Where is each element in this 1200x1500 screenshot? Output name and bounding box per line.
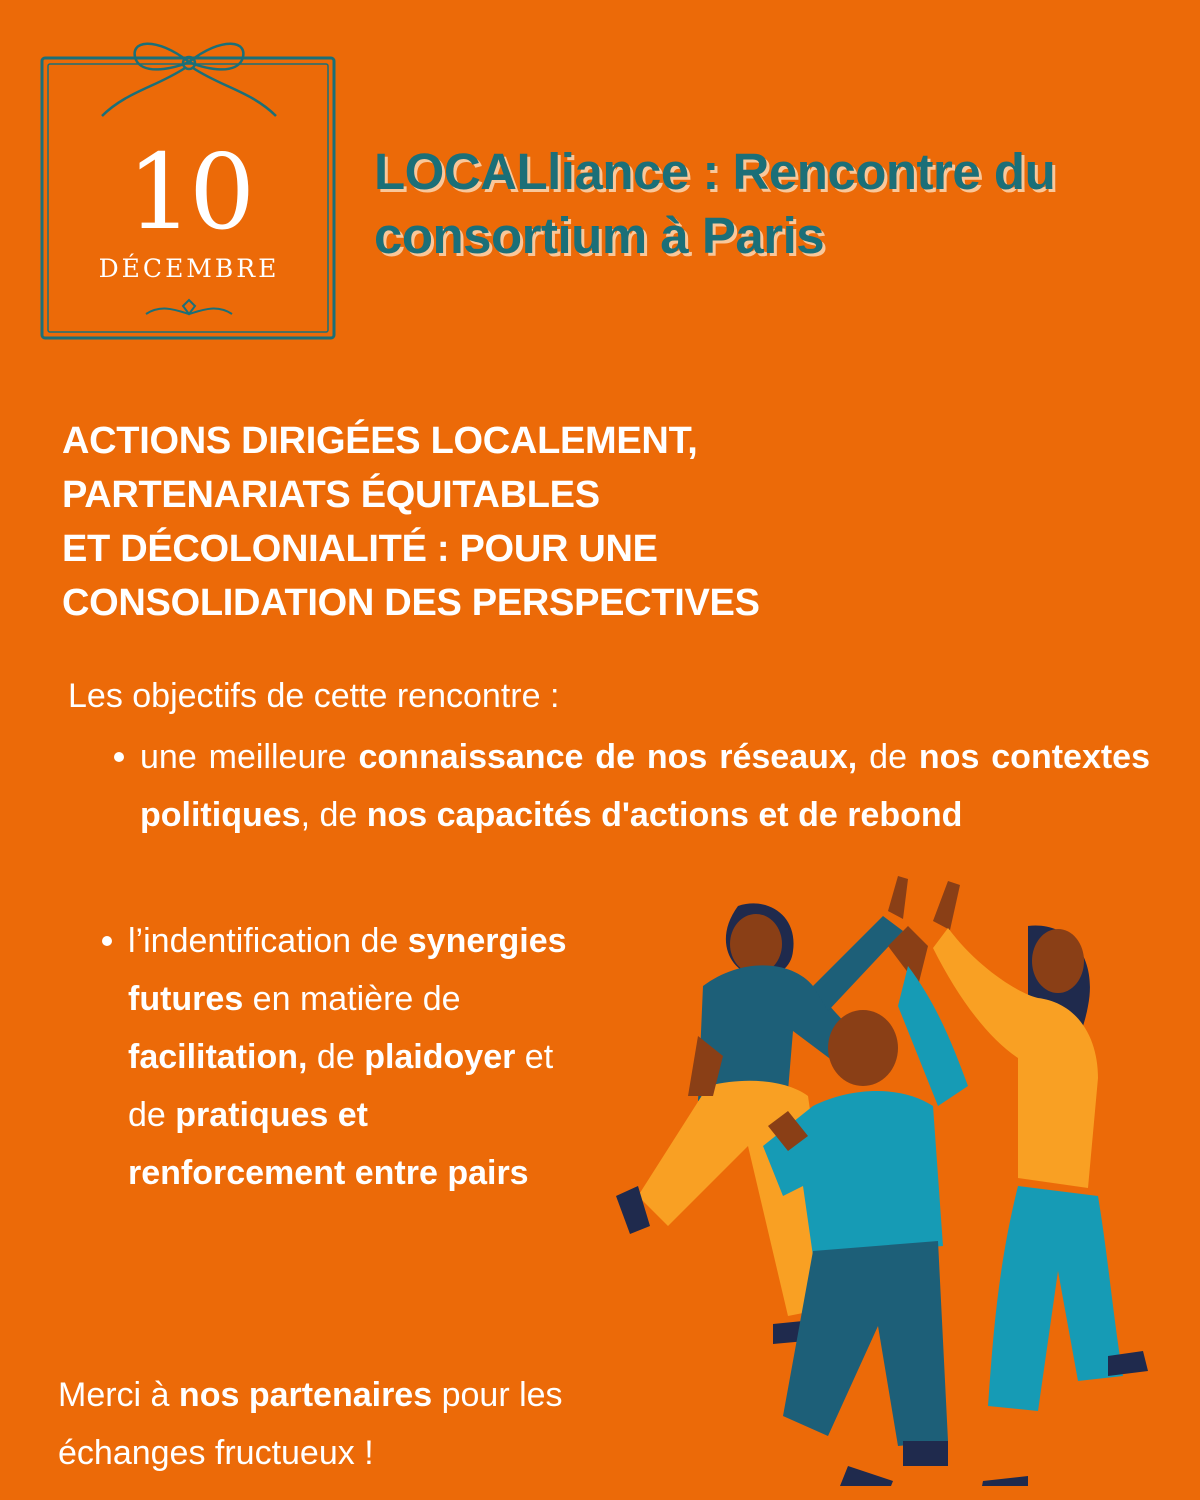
thanks-emphasis: nos partenaires [178, 1376, 433, 1414]
bullet-emphasis: nos contextes politiques [140, 738, 1150, 834]
date-day: 10 [126, 131, 252, 253]
bullet-text: en matière de [243, 980, 461, 1018]
bullet-text: l’indentification de [128, 922, 408, 960]
date-month: DÉCEMBRE [98, 254, 280, 283]
bullet-dot-icon [102, 936, 112, 946]
bullet-item-2 [128, 912, 568, 1202]
page-title: LOCALliance : Rencontre du consortium à Paris [374, 143, 1056, 264]
three-people-high-five-illustration [588, 866, 1148, 1486]
bullet-emphasis: pratiques et renforcement entre pairs [128, 1096, 529, 1192]
bullet-text: de [857, 738, 919, 776]
right-woman-figure [933, 881, 1148, 1486]
bullet-text: et de [128, 1038, 554, 1134]
bullet-emphasis: nos capacités d'actions et de rebond [366, 796, 963, 834]
thanks-plain: Merci à [58, 1376, 179, 1414]
bullet-emphasis: plaidoyer [364, 1038, 516, 1076]
intro-text: Les objectifs de cette rencontre : [68, 677, 560, 715]
date-frame [36, 32, 342, 346]
bullet-emphasis: facilitation, [128, 1038, 308, 1076]
bullet-text: , de [300, 796, 367, 834]
bullet-text: de [307, 1038, 365, 1076]
thanks-text [58, 1366, 618, 1482]
bullet-emphasis: connaissance de nos réseaux, [358, 738, 858, 776]
thanks-plain: pour les échanges fructueux ! [58, 1376, 563, 1472]
bullet-item-1 [140, 728, 1150, 844]
bullet-emphasis: synergies futures [128, 922, 567, 1018]
bullet-text: une meilleure [140, 738, 359, 776]
section-heading: ACTIONS DIRIGÉES LOCALEMENT, PARTENARIATS ÉQUITABLES ET DÉCOLONIALITÉ : POUR UNE CONSOLIDATION DES PERSPECTIVES [62, 420, 760, 624]
bullet-dot-icon [114, 752, 124, 762]
